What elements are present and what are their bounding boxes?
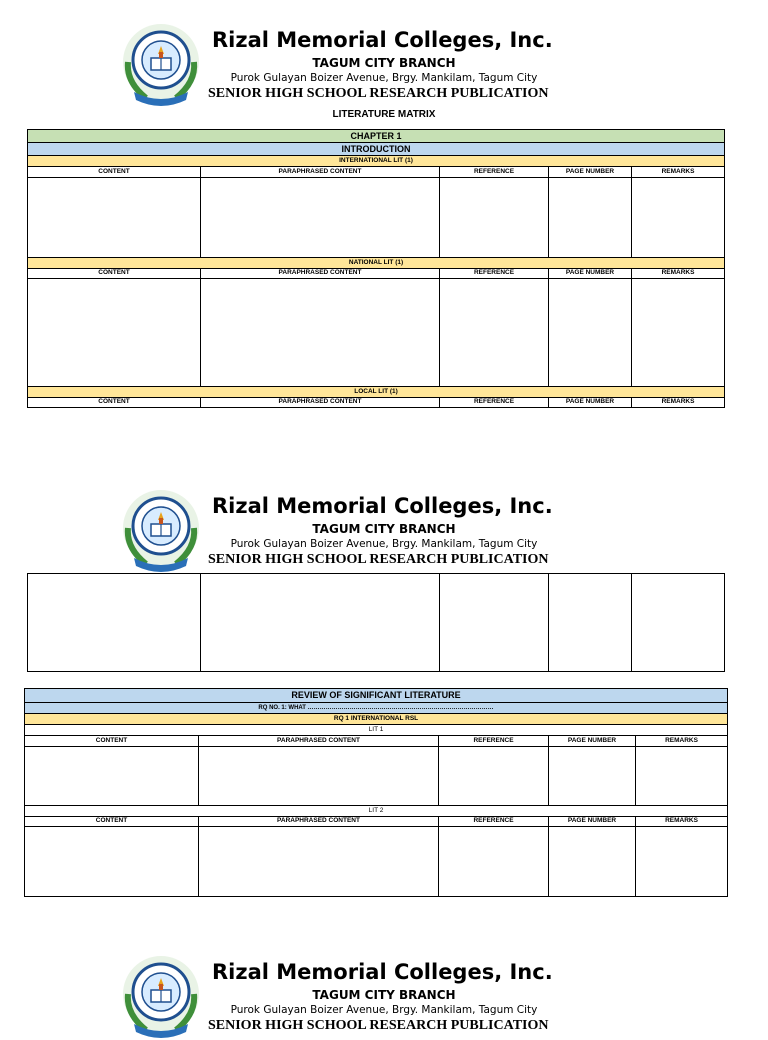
column-header-content: CONTENT [25,817,199,827]
paraphrased-cell[interactable] [201,178,440,258]
column-header-content: CONTENT [28,269,201,279]
column-header-page-number: PAGE NUMBER [549,817,636,827]
branch-name: TAGUM CITY BRANCH [312,522,456,536]
matrix-title: LITERATURE MATRIX [332,109,436,120]
page-number-cell[interactable] [549,827,636,897]
column-header-page-number: PAGE NUMBER [549,167,632,178]
column-header-paraphrased: PARAPHRASED CONTENT [201,269,440,279]
college-seal-logo [118,22,204,108]
column-header-page-number: PAGE NUMBER [549,269,632,279]
publication-title: SENIOR HIGH SCHOOL RESEARCH PUBLICATION [208,1018,549,1033]
address: Purok Gulayan Boizer Avenue, Brgy. Mankilam, Tagum City [230,538,538,550]
college-name: Rizal Memorial Colleges, Inc. [212,960,553,984]
introduction-row: INTRODUCTION [28,143,725,156]
address: Purok Gulayan Boizer Avenue, Brgy. Mankilam, Tagum City [230,1004,538,1016]
chapter-row: CHAPTER 1 [28,130,725,143]
branch-name: TAGUM CITY BRANCH [312,988,456,1002]
column-header-remarks: REMARKS [636,736,728,747]
continuation-table [27,573,725,672]
paraphrased-cell[interactable] [199,827,439,897]
reference-cell[interactable] [439,827,549,897]
international-lit-row: INTERNATIONAL LIT (1) [28,156,725,167]
rq-number-row: RQ NO. 1: WHAT ………………………………………………………………………………… [25,703,728,714]
reference-cell[interactable] [440,178,549,258]
college-name: Rizal Memorial Colleges, Inc. [212,28,553,52]
publication-title: SENIOR HIGH SCHOOL RESEARCH PUBLICATION [208,552,549,567]
lit-1-row: LIT 1 [25,725,728,736]
remarks-cell[interactable] [636,747,728,806]
paraphrased-cell[interactable] [201,279,440,387]
column-header-reference: REFERENCE [440,269,549,279]
page-header-1 [0,22,768,112]
column-header-content: CONTENT [28,398,201,408]
column-header-reference: REFERENCE [440,398,549,408]
reference-cell[interactable] [440,279,549,387]
college-seal-logo [118,488,204,574]
branch-name: TAGUM CITY BRANCH [312,56,456,70]
column-header-paraphrased: PARAPHRASED CONTENT [201,167,440,178]
page-header-2 [0,488,768,578]
reference-cell[interactable] [439,747,549,806]
paraphrased-cell[interactable] [199,747,439,806]
local-lit-row: LOCAL LIT (1) [28,387,725,398]
column-header-page-number: PAGE NUMBER [549,398,632,408]
content-cell[interactable] [28,574,201,672]
column-header-reference: REFERENCE [440,167,549,178]
column-header-remarks: REMARKS [632,167,725,178]
reference-cell[interactable] [440,574,549,672]
remarks-cell[interactable] [636,827,728,897]
remarks-cell[interactable] [632,178,725,258]
page-number-cell[interactable] [549,178,632,258]
content-cell[interactable] [25,827,199,897]
page-header-3 [0,954,768,1033]
column-header-remarks: REMARKS [632,398,725,408]
column-header-paraphrased: PARAPHRASED CONTENT [199,817,439,827]
remarks-cell[interactable] [632,279,725,387]
address: Purok Gulayan Boizer Avenue, Brgy. Mankilam, Tagum City [230,72,538,84]
national-lit-row: NATIONAL LIT (1) [28,258,725,269]
lit-2-row: LIT 2 [25,806,728,817]
college-name: Rizal Memorial Colleges, Inc. [212,494,553,518]
column-header-paraphrased: PARAPHRASED CONTENT [201,398,440,408]
college-seal-logo [118,954,204,1040]
column-header-content: CONTENT [25,736,199,747]
content-cell[interactable] [28,279,201,387]
content-cell[interactable] [28,178,201,258]
column-header-remarks: REMARKS [632,269,725,279]
paraphrased-cell[interactable] [201,574,440,672]
column-header-content: CONTENT [28,167,201,178]
publication-title: SENIOR HIGH SCHOOL RESEARCH PUBLICATION [208,86,549,101]
remarks-cell[interactable] [632,574,725,672]
page-number-cell[interactable] [549,279,632,387]
column-header-reference: REFERENCE [439,817,549,827]
literature-matrix-table-1 [27,129,725,408]
rq-international-row: RQ 1 INTERNATIONAL RSL [25,714,728,725]
page-number-cell[interactable] [549,574,632,672]
review-matrix-table [24,688,728,897]
column-header-page-number: PAGE NUMBER [549,736,636,747]
review-row: REVIEW OF SIGNIFICANT LITERATURE [25,689,728,703]
column-header-remarks: REMARKS [636,817,728,827]
column-header-paraphrased: PARAPHRASED CONTENT [199,736,439,747]
content-cell[interactable] [25,747,199,806]
page-number-cell[interactable] [549,747,636,806]
column-header-reference: REFERENCE [439,736,549,747]
